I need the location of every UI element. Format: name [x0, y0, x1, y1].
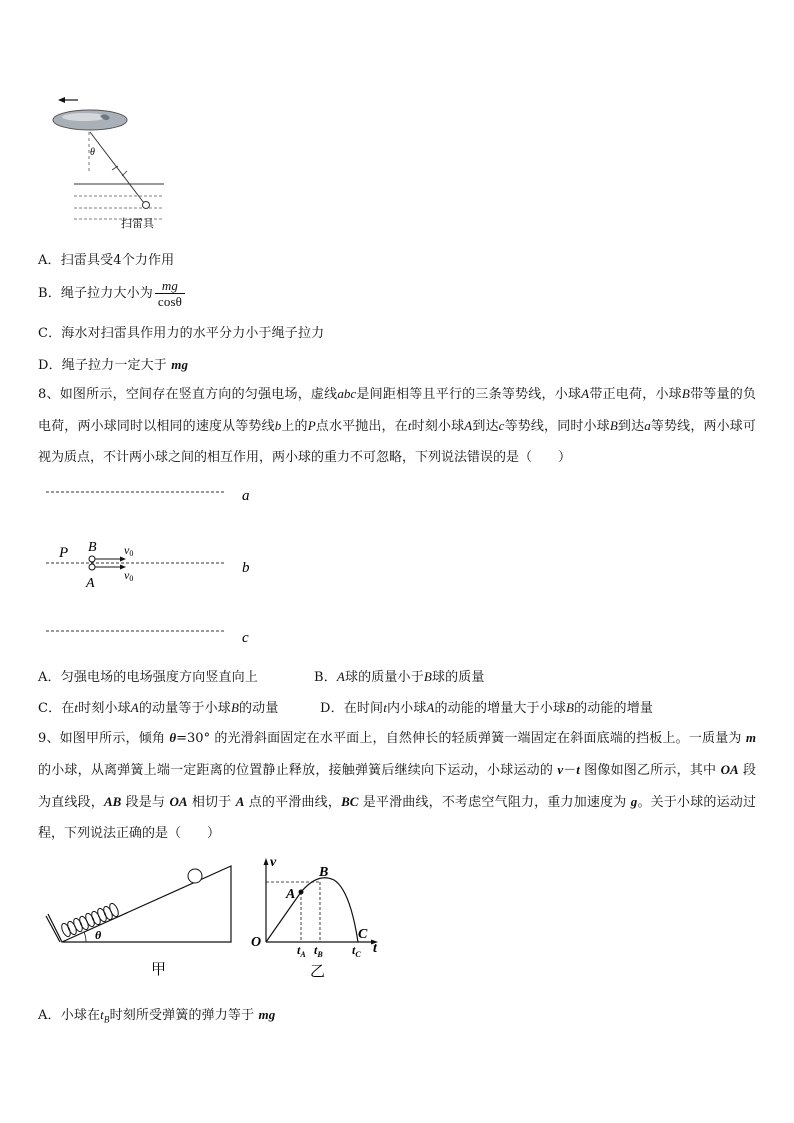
svg-text:A: A [286, 887, 296, 902]
mine-sweeper [143, 202, 150, 209]
caption-yi: 乙 [310, 962, 326, 980]
q8-option-b: B．A球的质量小于B球的质量 [314, 669, 485, 685]
svg-text:tC: $t_C$ [352, 943, 361, 959]
svg-text:t: t [373, 941, 377, 956]
q8-option-c: C．在t时刻小球A的动量等于小球B的动量 [38, 700, 279, 716]
ball-B [89, 556, 95, 562]
svg-text:B: B [319, 865, 329, 880]
q8-option-a: A．匀强电场的电场强度方向竖直向上 [38, 670, 258, 685]
q9-option-a: A．小球在$t_B$时刻所受弹簧的弹力等于 mg [38, 1007, 276, 1025]
svg-text:tB: $t_B$ [314, 943, 323, 959]
svg-text:v: v [270, 855, 277, 870]
caption-jia: 甲 [151, 960, 167, 978]
arrow-B [120, 557, 126, 562]
q7-option-d: D．绳子拉力一定大于 mg [38, 357, 189, 373]
baseplate [46, 916, 60, 942]
figure-q9-incline [38, 858, 240, 984]
angle-arc [84, 932, 86, 942]
arrow-head [58, 97, 65, 103]
vt-curve [266, 878, 358, 942]
label-c: c [242, 630, 249, 646]
figure-q7-airship [40, 92, 180, 230]
q7-option-a: A．扫雷具受4个力作用 [38, 253, 175, 268]
figure-q9-vt-graph [246, 852, 396, 984]
q8-option-d: D．在时间t内小球A的动能的增量大于小球B的动能的增量 [320, 700, 654, 716]
q7-option-c: C．海水对扫雷具作用力的水平分力小于绳子拉力 [38, 326, 325, 341]
theta-label: θ [95, 928, 102, 942]
label-a: a [242, 488, 250, 504]
svg-text:O: O [251, 935, 262, 950]
figure-q8-field [40, 478, 280, 648]
svg-text:v0: v0 [124, 543, 134, 558]
label-B: B [88, 540, 97, 555]
label-b: b [242, 560, 250, 576]
label-P: P [59, 545, 69, 561]
ball-A [89, 564, 95, 570]
ball [188, 869, 202, 883]
q9-stem: 9、如图甲所示，倾角 θ=30° 的光滑斜面固定在水平面上，自然伸长的轻质弹簧一端固定在斜面底端的挡板上。一质量为 m 的小球，从离弹簧上端一定距离的位置静止释放，接触弹簧后继续向下运动，小球运动的 v－t 图像如图乙所示，其中 OA 段为直线段，AB 段是与 OA 相切于 A 点的平滑曲线，BC 是平滑曲线，不考虑空气阻力，重力加速度为 g。关于小球的运动过程，下列说法正确的是（ ） [38, 730, 757, 841]
tow-rope [90, 132, 144, 203]
incline-outline [48, 866, 231, 942]
svg-text:tA: $t_A$ [297, 943, 306, 959]
device-label: 扫雷具 [121, 217, 154, 230]
fraction-mg-cos: $\frac{mg}{\cos\theta}$ [155, 278, 185, 309]
theta-label: θ [90, 147, 95, 158]
q7-option-b: B．绳子拉力大小为 $\frac{mg}{\cos\theta}$ [38, 278, 185, 309]
svg-text:v0: v0 [124, 568, 134, 583]
q8-stem: 8、如图所示，空间存在竖直方向的匀强电场，虚线abc是间距相等且平行的三条等势线，小球A带正电荷，小球B带等量的负电荷，两小球同时以相同的速度从等势线b上的P点水平抛出，在t时刻小球A到达c等势线，同时小球B到达a等势线，两小球可视为质点，不计两小球之间的相互作用，两小球的重力不可忽略，下列说法错误的是（ ） [38, 386, 756, 465]
svg-text:C: C [358, 927, 368, 942]
label-A: A [86, 576, 95, 591]
